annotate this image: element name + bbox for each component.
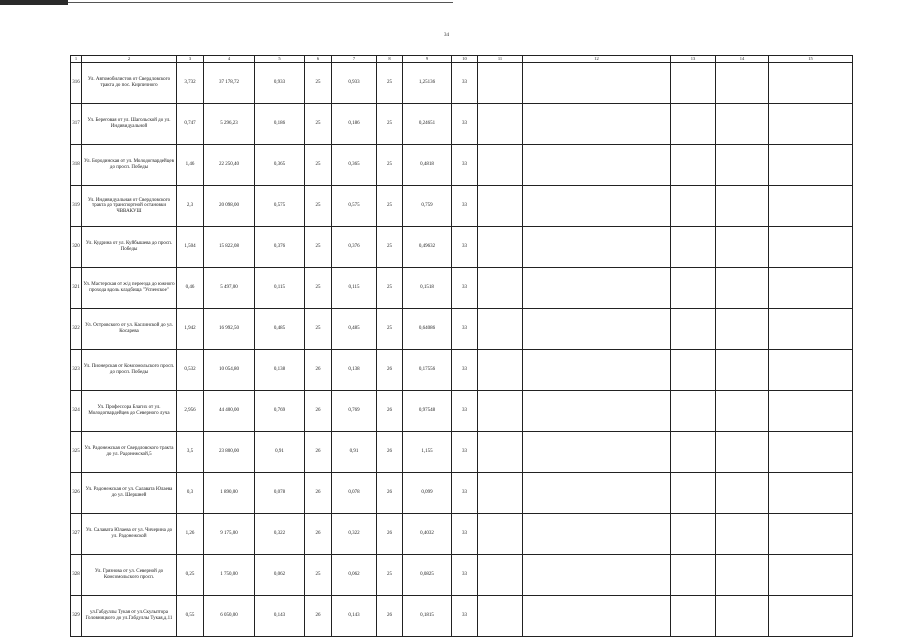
table-cell: 322 [71,309,82,350]
empty-cell [523,555,671,596]
table-cell: 9 175,00 [204,514,255,555]
column-header: 6 [305,56,332,63]
table-cell: 0,186 [255,104,305,145]
empty-cell [671,473,716,514]
table-cell: 25 [305,186,332,227]
empty-cell [671,555,716,596]
table-cell: 0,062 [332,555,377,596]
table-cell: 25 [377,104,403,145]
table-cell: 44 400,00 [204,391,255,432]
empty-cell [478,555,523,596]
table-cell: 0,078 [255,473,305,514]
table-cell: 1,26 [177,514,204,555]
table-cell: 0,532 [177,350,204,391]
empty-cell [716,514,769,555]
table-cell: 0,322 [255,514,305,555]
table-cell: 0,769 [332,391,377,432]
table-cell: 0,115 [332,268,377,309]
table-cell: 25 [305,309,332,350]
empty-cell [769,309,853,350]
table-cell: 25 [377,268,403,309]
table-cell: 0,3 [177,473,204,514]
column-header: 14 [716,56,769,63]
table-cell: 0,25 [177,555,204,596]
empty-cell [769,432,853,473]
table-cell: 22 250,40 [204,145,255,186]
table-row [71,391,853,432]
table-cell: 0,91 [255,432,305,473]
empty-cell [716,268,769,309]
street-name-cell: Ул. Бородинская от ул. Молодогвардейцев до просп. Победы [82,145,177,186]
empty-cell [769,268,853,309]
table-cell: 0,376 [255,227,305,268]
table-cell: 0,575 [255,186,305,227]
empty-cell [523,391,671,432]
table-cell: 26 [377,391,403,432]
empty-cell [478,186,523,227]
table-cell: 318 [71,145,82,186]
empty-cell [716,145,769,186]
table-cell: 5 497,00 [204,268,255,309]
top-rule [0,0,68,5]
table-cell: 320 [71,227,82,268]
empty-cell [769,104,853,145]
table-cell: 0,322 [332,514,377,555]
table-cell: 26 [377,473,403,514]
table-cell: 1,504 [177,227,204,268]
table-cell: 10 054,80 [204,350,255,391]
table-row [71,309,853,350]
empty-cell [523,596,671,637]
empty-cell [671,514,716,555]
table-cell: 0,062 [255,555,305,596]
table-cell: 0,138 [332,350,377,391]
empty-cell [671,350,716,391]
table-cell: 25 [305,145,332,186]
table-cell: 1,942 [177,309,204,350]
column-header: 8 [377,56,403,63]
table-cell: 26 [305,514,332,555]
column-header: 11 [478,56,523,63]
table-cell: 0,365 [332,145,377,186]
table-cell: 329 [71,596,82,637]
empty-cell [478,309,523,350]
table-cell: 328 [71,555,82,596]
table-cell: 33 [452,268,478,309]
table-cell: 25 [377,227,403,268]
table-cell: 0,143 [332,596,377,637]
table-cell: 327 [71,514,82,555]
empty-cell [671,145,716,186]
column-header: 12 [523,56,671,63]
table-cell: 319 [71,186,82,227]
empty-cell [478,145,523,186]
empty-cell [716,473,769,514]
column-header: 5 [255,56,305,63]
table-cell: 25 [305,268,332,309]
empty-cell [523,350,671,391]
empty-cell [769,63,853,104]
empty-cell [716,432,769,473]
table-cell: 33 [452,309,478,350]
empty-cell [716,555,769,596]
empty-cell [478,268,523,309]
table-cell: 23 800,00 [204,432,255,473]
empty-cell [769,145,853,186]
table-cell: 1,25136 [403,63,452,104]
table-cell: 26 [305,432,332,473]
table-cell: 33 [452,596,478,637]
street-name-cell: Ул. Береговая от ул. Шагольской до ул. Индивидуальной [82,104,177,145]
empty-cell [478,104,523,145]
empty-cell [478,63,523,104]
table-cell: 0,24651 [403,104,452,145]
empty-cell [523,432,671,473]
table-row [71,555,853,596]
empty-cell [478,350,523,391]
empty-cell [478,432,523,473]
empty-cell [769,186,853,227]
table-cell: 26 [377,596,403,637]
street-name-cell: Ул. Пионерская от Комсомольского просп. до просп. Победы [82,350,177,391]
table-cell: 0,376 [332,227,377,268]
table-cell: 1,155 [403,432,452,473]
table-cell: 33 [452,555,478,596]
column-header: 13 [671,56,716,63]
table-cell: 25 [377,309,403,350]
empty-cell [523,268,671,309]
table-cell: 1 890,00 [204,473,255,514]
table-cell: 0,769 [255,391,305,432]
table-cell: 0,64086 [403,309,452,350]
table-cell: 25 [377,186,403,227]
table-cell: 3,5 [177,432,204,473]
table-cell: 0,143 [255,596,305,637]
table-cell: 317 [71,104,82,145]
street-name-cell: Ул. Грязнова от ул. Северной до Комсомольского просп. [82,555,177,596]
table-cell: 0,115 [255,268,305,309]
table-cell: 1 750,00 [204,555,255,596]
table-row [71,473,853,514]
table-cell: 0,4818 [403,145,452,186]
empty-cell [716,104,769,145]
table-cell: 25 [305,104,332,145]
table-cell: 15 822,08 [204,227,255,268]
table-cell: 26 [305,350,332,391]
column-header: 4 [204,56,255,63]
table-cell: 0,91 [332,432,377,473]
table-cell: 25 [305,63,332,104]
empty-cell [769,596,853,637]
empty-cell [523,63,671,104]
table-cell: 33 [452,227,478,268]
table-cell: 0,1815 [403,596,452,637]
empty-cell [478,473,523,514]
street-name-cell: Ул. Островского от ул. Каслинской до ул. Косарева [82,309,177,350]
table-cell: 3,732 [177,63,204,104]
empty-cell [769,391,853,432]
empty-cell [769,473,853,514]
empty-cell [716,63,769,104]
table-cell: 26 [305,473,332,514]
table-cell: 33 [452,63,478,104]
table-cell: 325 [71,432,82,473]
table-cell: 33 [452,145,478,186]
empty-cell [716,350,769,391]
empty-cell [523,145,671,186]
table-row [71,596,853,637]
table-cell: 0,365 [255,145,305,186]
table-cell: 0,186 [332,104,377,145]
table-cell: 316 [71,63,82,104]
empty-cell [716,309,769,350]
table-cell: 25 [377,145,403,186]
empty-cell [769,555,853,596]
table-cell: 26 [305,391,332,432]
page-number: 34 [444,33,449,38]
empty-cell [716,227,769,268]
table-cell: 0,55 [177,596,204,637]
empty-cell [671,227,716,268]
table-cell: 33 [452,186,478,227]
empty-cell [523,473,671,514]
empty-cell [478,391,523,432]
table-row [71,268,853,309]
table-cell: 0,0825 [403,555,452,596]
table-row [71,227,853,268]
table-cell: 16 992,50 [204,309,255,350]
empty-cell [523,186,671,227]
empty-cell [478,514,523,555]
table-cell: 0,17556 [403,350,452,391]
street-name-cell: Ул. Радонежская от Свердловского тракта до ул. Радонежской,5 [82,432,177,473]
empty-cell [523,514,671,555]
table-row [71,432,853,473]
street-name-cell: Ул. Индивидуальная от Свердловского тракта до транспортной остановки ЧВВАКУШ [82,186,177,227]
street-name-cell: Ул. Мастерская от ж/д переезда до южного прохода вдоль кладбища "Успенское" [82,268,177,309]
table-cell: 0,4032 [403,514,452,555]
street-name-cell: Ул. Автомобилистов от Свердловского тракта до пос. Кирпичного [82,63,177,104]
column-header: 2 [82,56,177,63]
empty-cell [523,227,671,268]
table-row [71,104,853,145]
empty-cell [478,227,523,268]
table-cell: 0,485 [332,309,377,350]
table-cell: 0,933 [332,63,377,104]
column-header: 9 [403,56,452,63]
table-cell: 0,759 [403,186,452,227]
table-cell: 33 [452,104,478,145]
table-row [71,186,853,227]
table-cell: 26 [305,596,332,637]
table-cell: 26 [377,350,403,391]
table-row [71,145,853,186]
street-name-cell: Ул. Кудрина от ул. Куйбышева до просп. Победы [82,227,177,268]
column-header: 3 [177,56,204,63]
table-cell: 324 [71,391,82,432]
empty-cell [671,309,716,350]
table-cell: 323 [71,350,82,391]
table-cell: 0,078 [332,473,377,514]
table-cell: 33 [452,391,478,432]
empty-cell [716,186,769,227]
empty-cell [671,63,716,104]
empty-cell [671,432,716,473]
empty-cell [478,596,523,637]
table-cell: 0,099 [403,473,452,514]
empty-cell [671,268,716,309]
header-row [71,56,853,63]
data-table [70,55,853,637]
table-cell: 26 [377,514,403,555]
table-cell: 2,3 [177,186,204,227]
table-cell: 33 [452,350,478,391]
empty-cell [671,104,716,145]
table-cell: 0,933 [255,63,305,104]
top-line [68,2,453,3]
empty-cell [671,186,716,227]
table-cell: 0,49632 [403,227,452,268]
street-name-cell: ул.Габдуллы Тукая от ул.Скульптора Головницкого до ул.Габдуллы Тукая,д.11 [82,596,177,637]
table-cell: 0,575 [332,186,377,227]
table-cell: 0,747 [177,104,204,145]
table-cell: 0,138 [255,350,305,391]
table-cell: 25 [377,555,403,596]
table-row [71,514,853,555]
table-row [71,63,853,104]
table-cell: 25 [305,227,332,268]
column-header: 1 [71,56,82,63]
table-cell: 33 [452,473,478,514]
table-cell: 0,1518 [403,268,452,309]
table-cell: 25 [377,63,403,104]
empty-cell [716,391,769,432]
empty-cell [523,309,671,350]
empty-cell [769,350,853,391]
column-header: 10 [452,56,478,63]
street-name-cell: Ул. Профессора Благих от ул. Молодогвардейцев до Северного луча [82,391,177,432]
table-cell: 326 [71,473,82,514]
table-cell: 1,46 [177,145,204,186]
empty-cell [769,514,853,555]
table-cell: 2,956 [177,391,204,432]
empty-cell [716,596,769,637]
column-header: 7 [332,56,377,63]
table-cell: 0,46 [177,268,204,309]
empty-cell [671,391,716,432]
column-header: 15 [769,56,853,63]
table-cell: 0,485 [255,309,305,350]
table-cell: 33 [452,432,478,473]
empty-cell [671,596,716,637]
table-cell: 26 [377,432,403,473]
street-name-cell: Ул. Радонежская от ул. Салавата Юлаева до ул. Шершней [82,473,177,514]
table-cell: 6 050,00 [204,596,255,637]
table-cell: 33 [452,514,478,555]
empty-cell [523,104,671,145]
table-cell: 20 098,00 [204,186,255,227]
table-cell: 0,97548 [403,391,452,432]
table-cell: 25 [305,555,332,596]
table-cell: 37 178,72 [204,63,255,104]
table-row [71,350,853,391]
street-name-cell: Ул. Салавата Юлаева от ул. Чичерина до ул. Радонежской [82,514,177,555]
table-cell: 321 [71,268,82,309]
table-cell: 5 296,23 [204,104,255,145]
empty-cell [769,227,853,268]
